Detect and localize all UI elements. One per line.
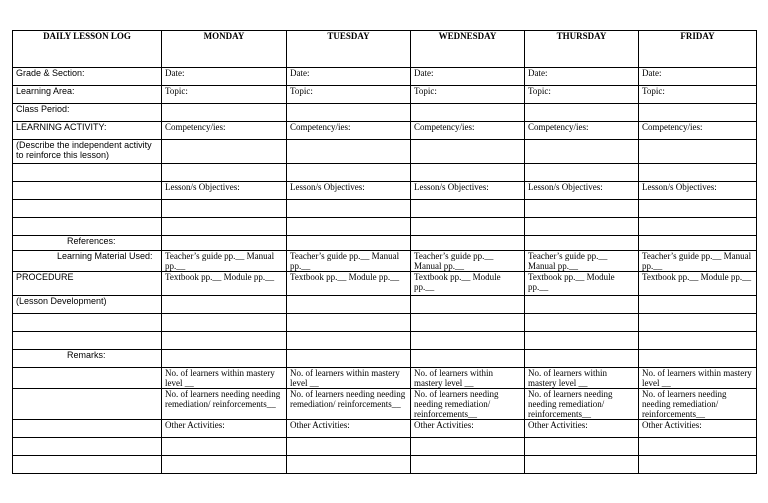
table-row (13, 140, 757, 164)
table-row (13, 164, 757, 182)
learning-material-label: Learning Material Used: (13, 251, 162, 272)
blank-cell (162, 350, 287, 368)
table-row (13, 200, 757, 218)
blank-cell (162, 332, 287, 350)
textbook-cell: Textbook pp.__ Module pp.__ (411, 272, 525, 296)
blank-cell (411, 456, 525, 474)
blank-cell (162, 296, 287, 314)
blank-label-cell (13, 332, 162, 350)
blank-label-cell (13, 438, 162, 456)
table-row (13, 31, 757, 68)
blank-cell (525, 140, 639, 164)
references-label: References: (13, 236, 162, 251)
grade-section-label: Grade & Section: (13, 68, 162, 86)
mastery-cell: No. of learners within mastery level __ (162, 368, 287, 389)
blank-label-cell (13, 182, 162, 200)
procedure-label: PROCEDURE (13, 272, 162, 296)
blank-cell (525, 296, 639, 314)
blank-cell (639, 140, 757, 164)
daily-lesson-log-table (12, 30, 757, 474)
blank-cell (411, 218, 525, 236)
table-row (13, 236, 757, 251)
blank-cell (639, 104, 757, 122)
teachers-guide-cell: Teacher’s guide pp.__ Manual pp.__ (162, 251, 287, 272)
blank-cell (411, 164, 525, 182)
blank-cell (411, 332, 525, 350)
day-header: TUESDAY (287, 31, 411, 68)
date-cell: Date: (639, 68, 757, 86)
mastery-cell: No. of learners within mastery level __ (639, 368, 757, 389)
day-header: THURSDAY (525, 31, 639, 68)
topic-cell: Topic: (639, 86, 757, 104)
teachers-guide-cell: Teacher’s guide pp.__ Manual pp.__ (639, 251, 757, 272)
competency-cell: Competency/ies: (287, 122, 411, 140)
competency-cell: Competency/ies: (162, 122, 287, 140)
learning-activity-label: LEARNING ACTIVITY: (13, 122, 162, 140)
textbook-cell: Textbook pp.__ Module pp.__ (525, 272, 639, 296)
blank-cell (287, 104, 411, 122)
blank-cell (411, 296, 525, 314)
mastery-cell: No. of learners within mastery level __ (287, 368, 411, 389)
blank-cell (525, 164, 639, 182)
date-cell: Date: (287, 68, 411, 86)
blank-cell (411, 350, 525, 368)
table-row (13, 438, 757, 456)
objectives-cell: Lesson/s Objectives: (639, 182, 757, 200)
log-title: DAILY LESSON LOG (13, 31, 162, 68)
blank-cell (287, 296, 411, 314)
blank-cell (639, 200, 757, 218)
blank-cell (287, 140, 411, 164)
competency-cell: Competency/ies: (525, 122, 639, 140)
blank-cell (639, 314, 757, 332)
competency-cell: Competency/ies: (411, 122, 525, 140)
blank-cell (411, 104, 525, 122)
blank-cell (525, 456, 639, 474)
blank-cell (287, 350, 411, 368)
table-row (13, 272, 757, 296)
blank-cell (639, 236, 757, 251)
table-row (13, 368, 757, 389)
class-period-label: Class Period: (13, 104, 162, 122)
blank-cell (162, 140, 287, 164)
blank-cell (411, 200, 525, 218)
blank-cell (411, 236, 525, 251)
blank-cell (162, 438, 287, 456)
blank-cell (162, 314, 287, 332)
blank-cell (639, 350, 757, 368)
blank-cell (411, 140, 525, 164)
teachers-guide-cell: Teacher’s guide pp.__ Manual pp.__ (525, 251, 639, 272)
remediation-cell: No. of learners needing needing remediation/ reinforcements__ (287, 389, 411, 420)
blank-label-cell (13, 218, 162, 236)
blank-cell (162, 218, 287, 236)
blank-cell (525, 314, 639, 332)
blank-cell (162, 104, 287, 122)
blank-cell (525, 104, 639, 122)
table-row (13, 314, 757, 332)
remediation-cell: No. of learners needing needing remediation/ reinforcements__ (162, 389, 287, 420)
blank-cell (639, 164, 757, 182)
objectives-cell: Lesson/s Objectives: (287, 182, 411, 200)
blank-label-cell (13, 200, 162, 218)
table-row (13, 182, 757, 200)
blank-cell (287, 332, 411, 350)
topic-cell: Topic: (525, 86, 639, 104)
blank-cell (287, 438, 411, 456)
teachers-guide-cell: Teacher’s guide pp.__ Manual pp.__ (411, 251, 525, 272)
day-header: MONDAY (162, 31, 287, 68)
table-row (13, 350, 757, 368)
table-row (13, 68, 757, 86)
blank-cell (639, 438, 757, 456)
blank-cell (287, 314, 411, 332)
blank-label-cell (13, 164, 162, 182)
learning-area-label: Learning Area: (13, 86, 162, 104)
table-row (13, 332, 757, 350)
objectives-cell: Lesson/s Objectives: (162, 182, 287, 200)
textbook-cell: Textbook pp.__ Module pp.__ (162, 272, 287, 296)
remediation-cell: No. of learners needing needing remediation/ reinforcements__ (411, 389, 525, 420)
table-row (13, 389, 757, 420)
describe-activity-label: (Describe the independent activity to reinforce this lesson) (13, 140, 162, 164)
blank-label-cell (13, 314, 162, 332)
mastery-cell: No. of learners within mastery level __ (411, 368, 525, 389)
blank-cell (639, 456, 757, 474)
date-cell: Date: (525, 68, 639, 86)
day-header: FRIDAY (639, 31, 757, 68)
blank-label-cell (13, 420, 162, 438)
date-cell: Date: (411, 68, 525, 86)
blank-cell (525, 200, 639, 218)
blank-cell (411, 438, 525, 456)
remarks-label: Remarks: (13, 350, 162, 368)
other-activities-cell: Other Activities: (411, 420, 525, 438)
blank-cell (411, 314, 525, 332)
blank-cell (287, 218, 411, 236)
table-row (13, 456, 757, 474)
blank-cell (525, 332, 639, 350)
competency-cell: Competency/ies: (639, 122, 757, 140)
blank-cell (525, 218, 639, 236)
blank-cell (287, 236, 411, 251)
blank-cell (162, 164, 287, 182)
remediation-cell: No. of learners needing needing remediation/ reinforcements__ (525, 389, 639, 420)
other-activities-cell: Other Activities: (639, 420, 757, 438)
other-activities-cell: Other Activities: (162, 420, 287, 438)
lesson-development-label: (Lesson Development) (13, 296, 162, 314)
blank-label-cell (13, 368, 162, 389)
other-activities-cell: Other Activities: (287, 420, 411, 438)
day-header: WEDNESDAY (411, 31, 525, 68)
blank-cell (525, 236, 639, 251)
blank-cell (287, 200, 411, 218)
blank-label-cell (13, 389, 162, 420)
remediation-cell: No. of learners needing needing remediation/ reinforcements__ (639, 389, 757, 420)
mastery-cell: No. of learners within mastery level __ (525, 368, 639, 389)
table-row (13, 420, 757, 438)
date-cell: Date: (162, 68, 287, 86)
blank-cell (525, 438, 639, 456)
blank-cell (639, 332, 757, 350)
blank-cell (525, 350, 639, 368)
teachers-guide-cell: Teacher’s guide pp.__ Manual pp.__ (287, 251, 411, 272)
table-row (13, 296, 757, 314)
blank-label-cell (13, 456, 162, 474)
textbook-cell: Textbook pp.__ Module pp.__ (287, 272, 411, 296)
blank-cell (639, 218, 757, 236)
table-row (13, 104, 757, 122)
blank-cell (287, 456, 411, 474)
objectives-cell: Lesson/s Objectives: (411, 182, 525, 200)
blank-cell (162, 456, 287, 474)
blank-cell (162, 200, 287, 218)
topic-cell: Topic: (287, 86, 411, 104)
table-row (13, 86, 757, 104)
table-row (13, 218, 757, 236)
textbook-cell: Textbook pp.__ Module pp.__ (639, 272, 757, 296)
table-row (13, 122, 757, 140)
blank-cell (162, 236, 287, 251)
blank-cell (287, 164, 411, 182)
blank-cell (639, 296, 757, 314)
other-activities-cell: Other Activities: (525, 420, 639, 438)
objectives-cell: Lesson/s Objectives: (525, 182, 639, 200)
topic-cell: Topic: (162, 86, 287, 104)
table-row (13, 251, 757, 272)
topic-cell: Topic: (411, 86, 525, 104)
